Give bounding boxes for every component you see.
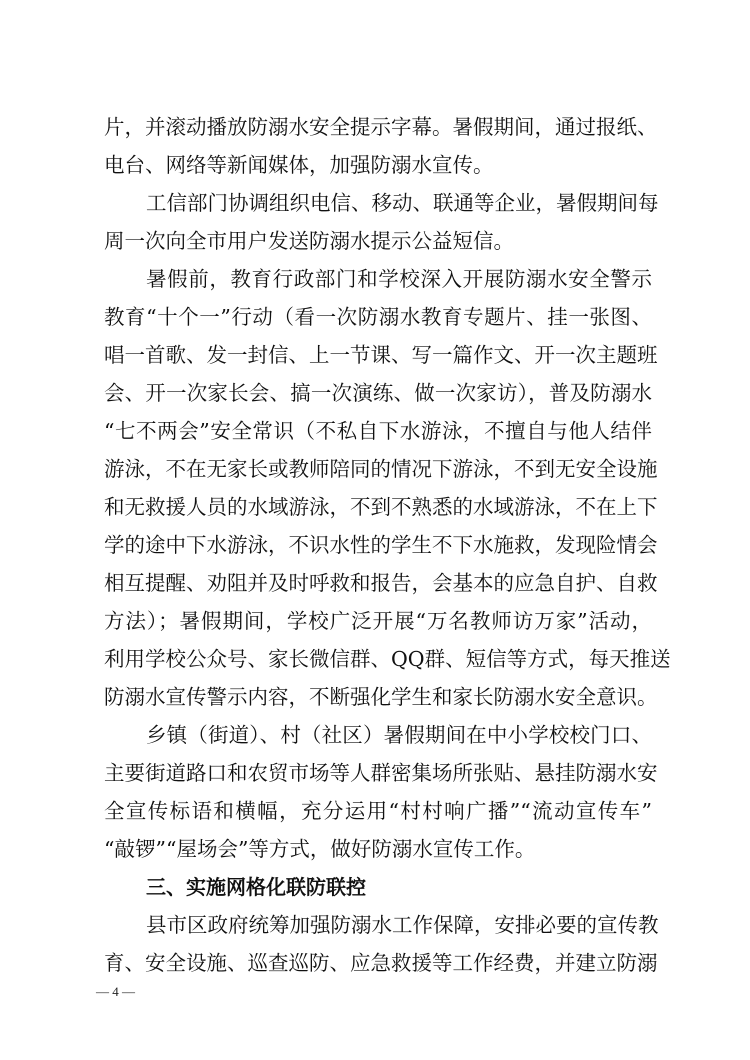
body-text-line: 利用学校公众号、家长微信群、QQ群、短信等方式，每天推送 (104, 647, 671, 671)
section-heading: 三、实施网格化联防联控 (146, 875, 366, 899)
body-text-line: 暑假前，教育行政部门和学校深入开展防溺水安全警示 (146, 267, 652, 291)
body-text-line: 片，并滚动播放防溺水安全提示字幕。暑假期间，通过报纸、 (104, 115, 658, 139)
body-text-line: 电台、网络等新闻媒体，加强防溺水宣传。 (104, 153, 494, 177)
body-text-line: 周一次向全市用户发送防溺水提示公益短信。 (104, 229, 514, 253)
body-text-line: 和无救援人员的水域游泳，不到不熟悉的水域游泳，不在上下 (104, 495, 658, 519)
body-text-line: 教育“十个一”行动（看一次防溺水教育专题片、挂一张图、 (104, 305, 652, 329)
body-text-line: 全宣传标语和横幅，充分运用“村村响广播”“流动宣传车” (104, 799, 652, 823)
body-text-line: 工信部门协调组织电信、移动、联通等企业，暑假期间每 (146, 191, 659, 215)
body-text-line: 县市区政府统筹加强防溺水工作保障，安排必要的宣传教 (146, 913, 659, 937)
body-text-line: 会、开一次家长会、搞一次演练、做一次家访），普及防溺水 (104, 381, 652, 405)
body-text-line: 游泳，不在无家长或教师陪同的情况下游泳，不到无安全设施 (104, 457, 658, 481)
page-number: — 4 — (96, 984, 135, 999)
body-text-line: “七不两会”安全常识（不私自下水游泳，不擅自与他人结伴 (104, 419, 652, 443)
body-text-line: 育、安全设施、巡查巡防、应急救援等工作经费，并建立防溺 (104, 951, 658, 975)
body-text-line: 方法）；暑假期间，学校广泛开展“万名教师访万家”活动， (104, 609, 652, 633)
body-text-line: 相互提醒、劝阻并及时呼救和报告，会基本的应急自护、自救 (104, 571, 658, 595)
body-text-line: 主要街道路口和农贸市场等人群密集场所张贴、悬挂防溺水安 (104, 761, 658, 785)
body-text-line: “敲锣”“屋场会”等方式，做好防溺水宣传工作。 (104, 837, 536, 861)
body-text-line: 学的途中下水游泳，不识水性的学生不下水施救，发现险情会 (104, 533, 658, 557)
body-text-line: 乡镇（街道）、村（社区）暑假期间在中小学校校门口、 (146, 723, 652, 747)
body-text-line: 唱一首歌、发一封信、上一节课、写一篇作文、开一次主题班 (104, 343, 658, 367)
body-text-line: 防溺水宣传警示内容，不断强化学生和家长防溺水安全意识。 (104, 685, 658, 709)
